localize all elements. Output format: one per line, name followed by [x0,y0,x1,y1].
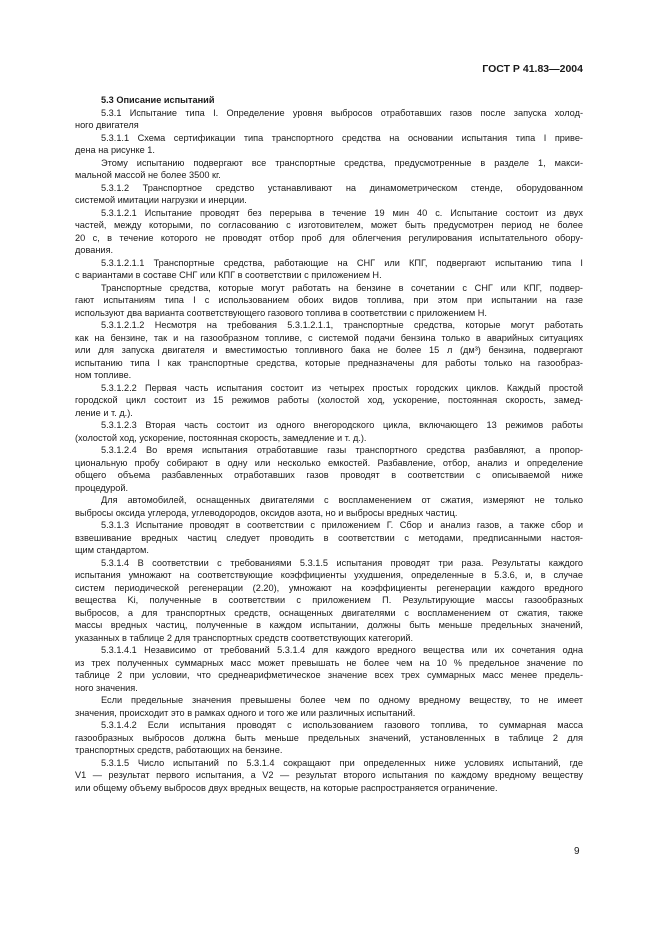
text-line: общего объема разбавленных отработавших газов проводят в соответствии с описываемой ниже [75,470,583,480]
text-line: испытания умножают на соответствующие коэффициенты ухудшения, определенные в 5.3.6, и, в случае [75,570,583,580]
text-line: 5.3.1.5 Число испытаний по 5.3.1.4 сокращают при определенных ниже условиях испытаний, где [101,757,583,768]
text-line: как на бензине, так и на газообразном топливе, с системой подачи бензина только в аварийных ситуациях [75,332,583,343]
text-line: 5.3.1.2 Транспортное средство устанавливают на динамометрическом стенде, оборудованном [101,182,583,193]
text-line: 5.3.1.4.1 Независимо от требований 5.3.1.4 для каждого вредного вещества или их сочетания одна [101,645,583,655]
text-line: 5.3.1.4 В соответствии с требованиями 5.3.1.5 испытания проводят три раза. Результаты каждого [101,557,583,568]
body-text [75,94,583,794]
text-line: 5.3.1.2.1.1 Транспортные средства, работающие на СНГ или КПГ, подвергают испытанию типа I [101,257,583,268]
text-line: с вариантами в составе СНГ или КПГ в соответствии с приложением Н. [75,270,382,280]
text-line: транспортных средств, работающих на бензине. [75,745,283,755]
text-line: 5.3.1.1 Схема сертификации типа транспортного средства на основании испытания типа I приве- [101,132,583,143]
text-line: из трех полученных суммарных масс может превышать не более чем на 10 % предельное значение по [75,657,583,668]
text-line: ление и т. д.). [75,407,133,418]
text-line: указанных в таблице 2 для транспортных средств соответствующих категорий. [75,632,414,643]
text-line: систем периодической регенерации (2.20), умножают на коэффициенты регенерации каждого вредного [75,582,583,593]
text-line: испытанию типа I как транспортные средства, которые предназначены для работы только на газообраз- [75,357,583,368]
text-line: 5.3.1 Испытание типа I. Определение уровня выбросов отработавших газов после запуска холод- [101,107,583,118]
text-line: таблице 2 при условии, что среднеарифметическое значение всех трех суммарных масс менее предель- [75,670,583,680]
text-line: Транспортные средства, которые могут работать на бензине в сочетании с СНГ или КПГ, подвер- [101,282,583,293]
text-line: или общему объему выбросов двух вредных веществ, на которые распространяется ограничение. [75,782,498,793]
text-line: выбросы оксида углерода, углеводородов, оксидов азота, но и выбросы вредных частиц. [75,507,458,518]
text-line: процедурой. [75,482,129,493]
text-line: используют два варианта соответствующего газового топлива в соответствии с приложением Н. [75,307,487,318]
text-line: Если предельные значения превышены более чем по одному вредному веществу, то не имеет [101,695,583,705]
text-line: дена на рисунке 1. [75,145,155,155]
text-line: 5.3.1.2.1.2 Несмотря на требования 5.3.1.2.1.1, транспортные средства, которые могут работать [101,320,583,330]
text-line: 5.3.1.2.4 Во время испытания отработавшие газы транспортного средства разбавляют, а пропор- [101,445,583,455]
text-line: значения, происходит это в рамках одного и того же или различных испытаний. [75,707,416,718]
text-line: 5.3.1.2.3 Вторая часть состоит из одного внегородского цикла, включающего 13 режимов работы [101,420,583,430]
text-line: ного двигателя [75,120,139,130]
text-line: городской цикл состоит из 15 режимов работы (холостой ход, ускорение, постоянная скорость, замед- [75,395,583,405]
text-line: мальной массой не более 3500 кг. [75,170,221,180]
text-line: выбросов, а для транспортных средств, оснащенных двигателями с воспламенением от сжатия, также [75,607,583,618]
text-line: циональную пробу собирают в одну или несколько емкостей. Разбавление, отбор, анализ и определение [75,457,583,468]
text-line: Этому испытанию подвергают все транспортные средства, предусмотренные в разделе 1, макси- [101,157,583,168]
text-line: 5.3.1.3 Испытание проводят в соответствии с приложением Г. Сбор и анализ газов, а также сбор и [101,520,583,530]
text-line: газообразных выбросов должна быть меньше предельных значений, установленных в таблице 2 для [75,732,583,743]
text-line: массы вредных частиц, полученные в каждом испытании, должны быть меньше предельных значений, [75,620,583,630]
text-line: дования. [75,245,114,255]
text-line: частей, между которыми, по согласованию с изготовителем, может быть предусмотрен период не более [75,220,583,230]
text-line: щим стандартом. [75,545,149,555]
text-line: системой имитации нагрузки и инерции. [75,195,247,205]
text-line: (холостой ход, ускорение, постоянная скорость, замедление и т. д.). [75,432,367,443]
paragraph-lines [75,107,583,795]
text-line: ном топливе. [75,370,132,380]
text-line: Для автомобилей, оснащенных двигателями с воспламенением от сжатия, измеряют не только [101,495,583,505]
text-line: 5.3.1.2.1 Испытание проводят без перерыва в течение 19 мин 40 с. Испытание состоит из двух [101,207,583,218]
text-line: 20 с, в течение которого не проводят отбор проб для облегчения регулирования испытательного обору- [75,232,583,243]
page-number: 9 [574,846,580,857]
text-line: V1 — результат первого испытания, а V2 — результат второго испытания по каждому вредному веществу [75,770,583,780]
text-line: взвешивание вредных частиц следует проводить в соответствии с методами, предписанными настоя- [75,532,583,543]
text-line: 5.3.1.4.2 Если испытания проводят с использованием газового топлива, то суммарная масса [101,720,583,730]
text-line: ного значения. [75,682,138,693]
text-line: 5.3.1.2.2 Первая часть испытания состоит из четырех простых городских циклов. Каждый простой [101,382,583,393]
section-title: 5.3 Описание испытаний [101,95,215,105]
text-line: или для запуска двигателя и вместимостью топливного бака не более 15 л (дм³) бензина, подвергают [75,345,583,355]
text-line: вещества Ki, полученные в соответствии с приложением П. Результирующие массы газообразных [75,595,583,605]
text-line: гают испытаниям типа I с использованием обоих видов топлива, при этом при испытании на газе [75,295,583,305]
standard-code-header: ГОСТ Р 41.83—2004 [482,63,583,75]
